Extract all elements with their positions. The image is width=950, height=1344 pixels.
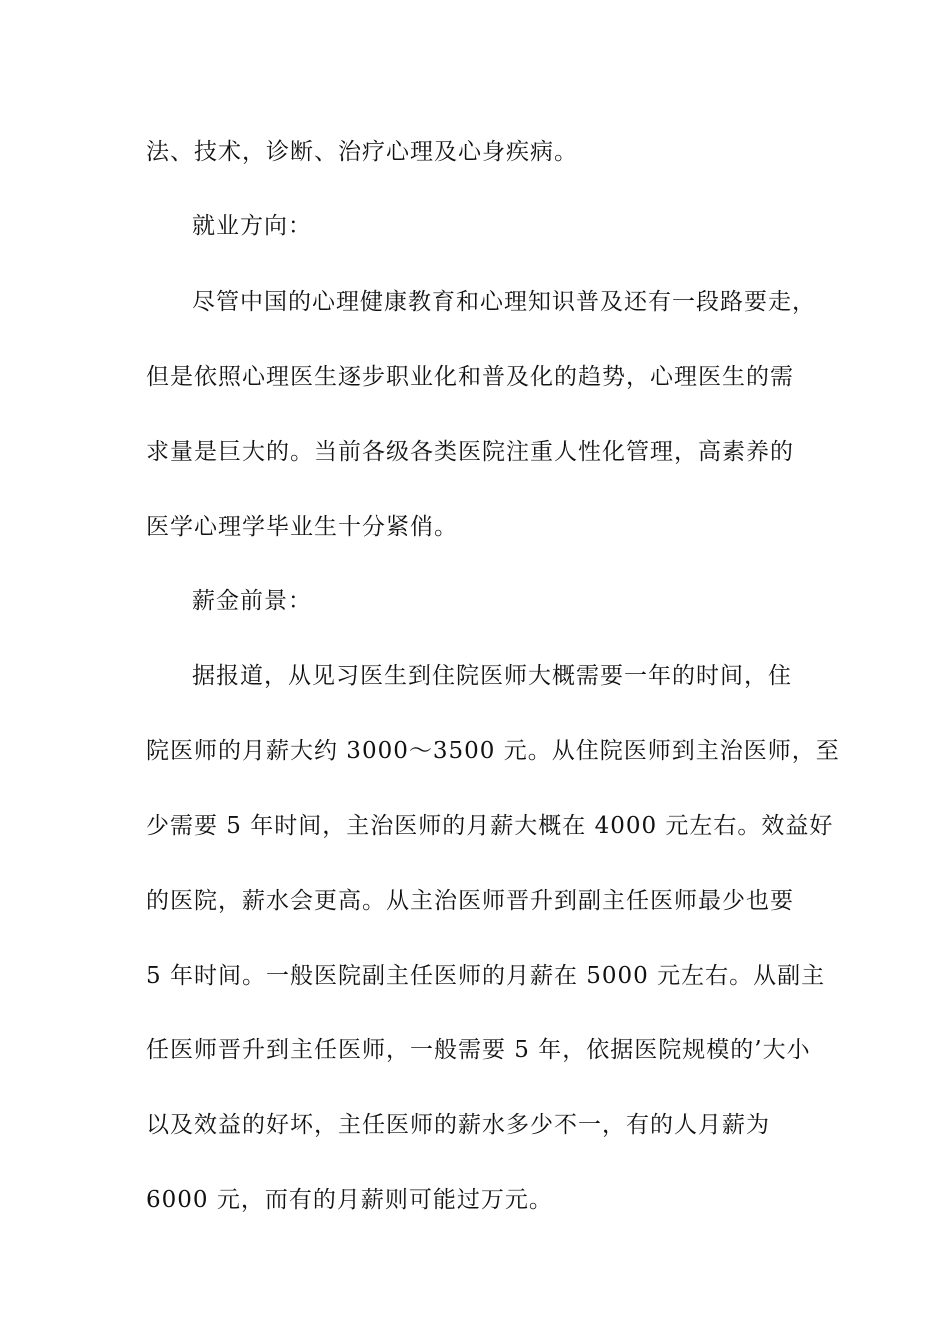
section-heading-salary: 薪金前景： <box>192 588 312 614</box>
text-line: 少需要 5 年时间，主治医师的月薪大概在 4000 元左右。效益好 <box>146 813 834 839</box>
text-line: 任医师晋升到主任医师，一般需要 5 年，依据医院规模的’大小 <box>146 1037 811 1063</box>
text-line: 医学心理学毕业生十分紧俏。 <box>146 514 458 540</box>
text-line: 但是依照心理医生逐步职业化和普及化的趋势，心理医生的需 <box>146 364 794 390</box>
text-line: 法、技术，诊断、治疗心理及心身疾病。 <box>146 139 578 165</box>
section-heading-employment: 就业方向： <box>192 213 312 239</box>
text-line: 求量是巨大的。当前各级各类医院注重人性化管理，高素养的 <box>146 439 794 465</box>
text-line: 院医师的月薪大约 3000～3500 元。从住院医师到主治医师，至 <box>146 738 840 764</box>
text-line: 6000 元，而有的月薪则可能过万元。 <box>146 1187 553 1213</box>
text-line: 5 年时间。一般医院副主任医师的月薪在 5000 元左右。从副主 <box>146 963 826 989</box>
text-line: 的医院，薪水会更高。从主治医师晋升到副主任医师最少也要 <box>146 888 794 914</box>
text-line: 尽管中国的心理健康教育和心理知识普及还有一段路要走， <box>192 289 816 315</box>
text-line: 以及效益的好坏，主任医师的薪水多少不一，有的人月薪为 <box>146 1112 770 1138</box>
text-line: 据报道，从见习医生到住院医师大概需要一年的时间，住 <box>192 663 792 689</box>
